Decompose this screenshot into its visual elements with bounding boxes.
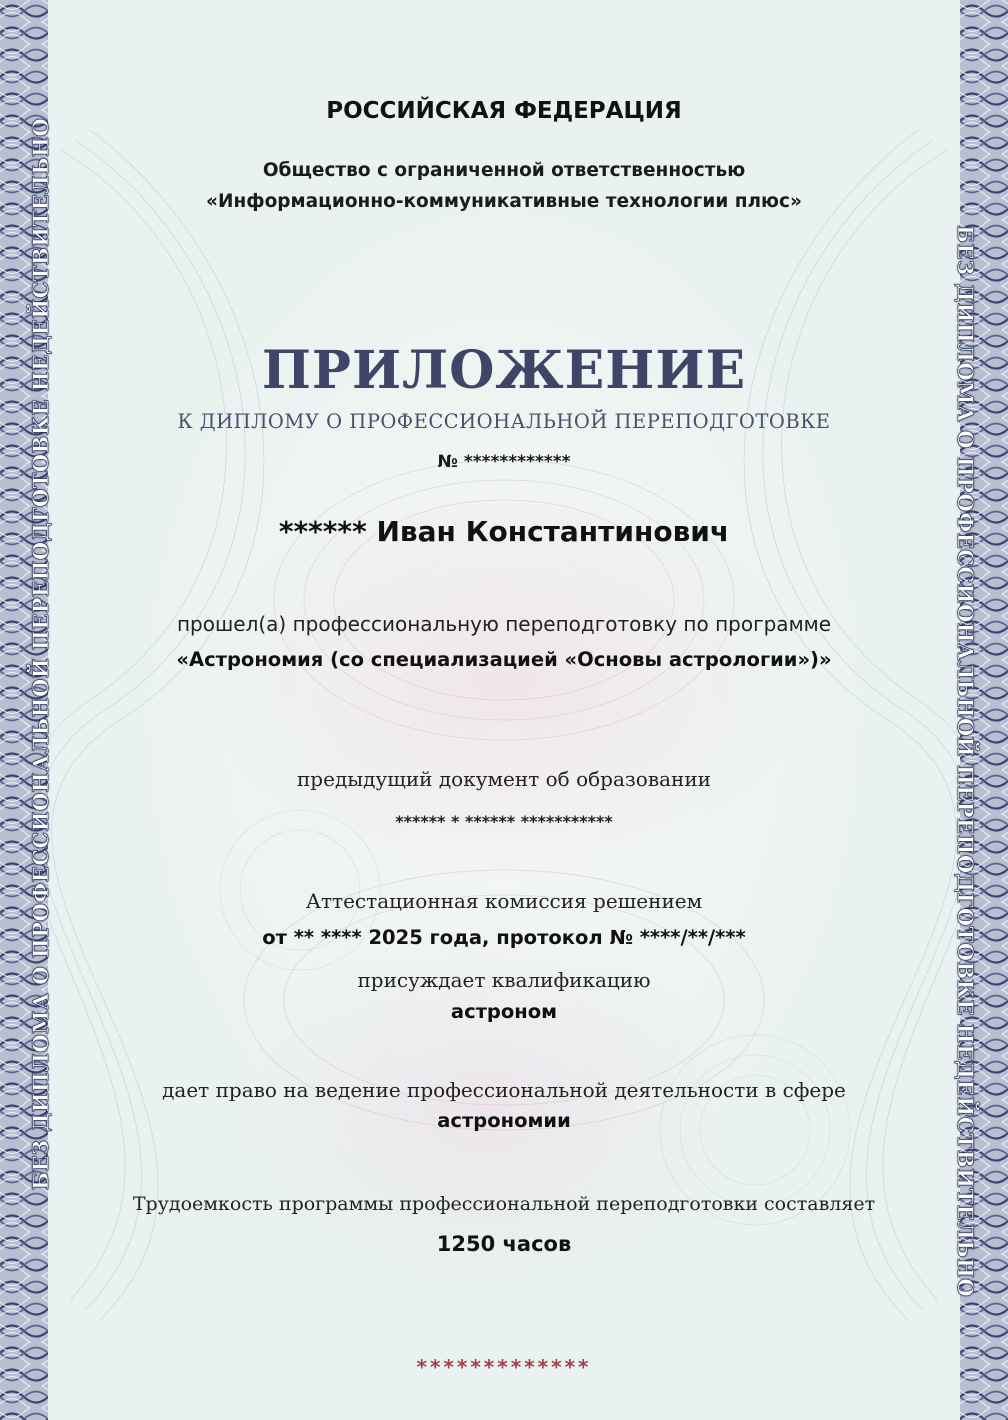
document-number: № ************ — [437, 452, 571, 472]
border-right — [953, 0, 1008, 1420]
hours-label: Трудоемкость программы профессиональной переподготовки составляет — [132, 1193, 876, 1215]
country-heading: РОССИЙСКАЯ ФЕДЕРАЦИЯ — [326, 98, 682, 124]
program-intro: прошел(а) профессиональную переподготовку по программе — [176, 612, 832, 636]
border-right-text: БЕЗ ДИПЛОМА О ПРОФЕССИОНАЛЬНОЙ ПЕРЕПОДГОТОВКЕ НЕДЕЙСТВИТЕЛЬНО — [953, 225, 978, 1298]
rights-label: дает право на ведение профессиональной деятельности в сфере — [162, 1078, 846, 1102]
commission-protocol: от ** **** 2025 года, протокол № ****/**/*** — [262, 926, 746, 949]
document-title: ПРИЛОЖЕНИЕ — [261, 340, 747, 401]
previous-education-label: предыдущий документ об образовании — [296, 767, 712, 791]
qualification-label: присуждает квалификацию — [357, 968, 651, 992]
holder-name: ****** Иван Константинович — [278, 515, 730, 548]
border-left — [0, 0, 53, 1420]
program-name: «Астрономия (со специализацией «Основы астрологии»)» — [176, 648, 832, 671]
rights-value: астрономии — [437, 1109, 571, 1132]
serial-number: ************* — [416, 1355, 592, 1379]
organization-line-2: «Информационно-коммуникативные технологии плюс» — [206, 191, 802, 212]
document-subtitle: К ДИПЛОМУ О ПРОФЕССИОНАЛЬНОЙ ПЕРЕПОДГОТОВКЕ — [177, 410, 831, 433]
hours-value: 1250 часов — [436, 1232, 572, 1256]
previous-education-value: ****** * ****** *********** — [395, 812, 613, 831]
commission-label: Аттестационная комиссия решением — [305, 889, 703, 913]
organization-line-1: Общество с ограниченной ответственностью — [262, 160, 746, 181]
border-left-text: БЕЗ ДИПЛОМА О ПРОФЕССИОНАЛЬНОЙ ПЕРЕПОДГОТОВКЕ НЕДЕЙСТВИТЕЛЬНО — [28, 117, 53, 1190]
qualification-value: астроном — [450, 1000, 558, 1023]
